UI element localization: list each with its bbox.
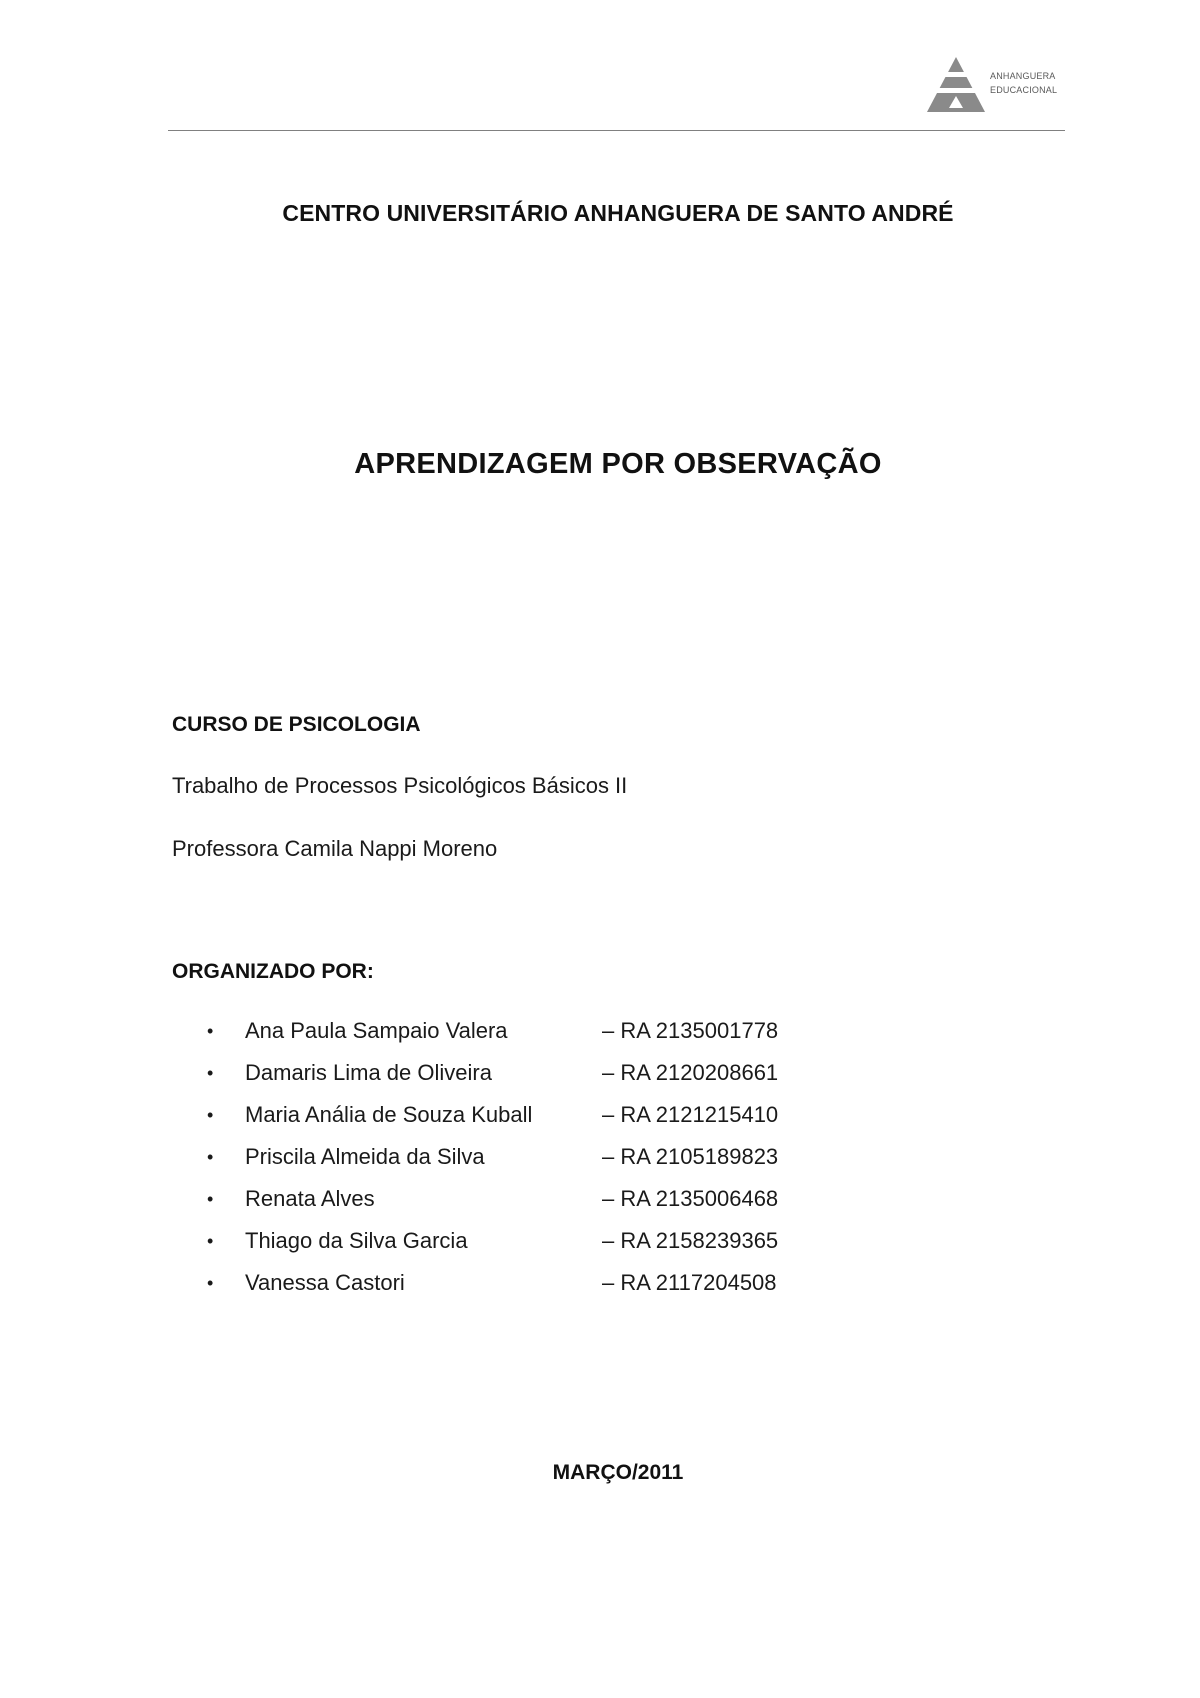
- document-title: APRENDIZAGEM POR OBSERVAÇÃO: [354, 448, 882, 480]
- member-ra: – RA 2158239365: [602, 1228, 779, 1253]
- document-date: MARÇO/2011: [552, 1461, 684, 1484]
- bullet-icon: •: [207, 1231, 214, 1251]
- member-ra: – RA 2135001778: [602, 1018, 779, 1043]
- bullet-icon: •: [207, 1063, 214, 1083]
- members-list: [0, 1018, 1200, 1312]
- bullet-icon: •: [207, 1189, 214, 1209]
- institution-name: CENTRO UNIVERSITÁRIO ANHANGUERA DE SANTO ANDRÉ: [282, 200, 954, 226]
- member-name: Ana Paula Sampaio Valera: [245, 1018, 508, 1043]
- member-name: Maria Anália de Souza Kuball: [245, 1102, 533, 1127]
- bullet-icon: •: [207, 1021, 214, 1041]
- member-item: [0, 1018, 1200, 1060]
- member-name: Damaris Lima de Oliveira: [245, 1060, 492, 1085]
- member-ra: – RA 2135006468: [602, 1186, 779, 1211]
- member-item: [0, 1144, 1200, 1186]
- member-item: [0, 1060, 1200, 1102]
- member-ra: – RA 2121215410: [602, 1102, 779, 1127]
- member-name: Priscila Almeida da Silva: [245, 1144, 485, 1169]
- member-item: [0, 1102, 1200, 1144]
- course-name: CURSO DE PSICOLOGIA: [172, 713, 421, 736]
- member-name: Thiago da Silva Garcia: [245, 1228, 468, 1253]
- anhanguera-logo: [926, 56, 1066, 116]
- bullet-icon: •: [207, 1273, 214, 1293]
- member-name: Vanessa Castori: [245, 1270, 405, 1295]
- organized-by-heading: ORGANIZADO POR:: [172, 960, 374, 983]
- member-ra: – RA 2117204508: [602, 1270, 777, 1295]
- logo-line-2: EDUCACIONAL: [990, 85, 1058, 95]
- member-ra: – RA 2105189823: [602, 1144, 779, 1169]
- logo-wordmark: [990, 69, 1057, 97]
- professor-name: Professora Camila Nappi Moreno: [172, 836, 498, 861]
- member-name: Renata Alves: [245, 1186, 375, 1211]
- member-item: [0, 1186, 1200, 1228]
- member-ra: – RA 2120208661: [602, 1060, 779, 1085]
- work-description: Trabalho de Processos Psicológicos Básicos II: [172, 773, 628, 798]
- triangle-logo-icon: [926, 56, 986, 114]
- header-divider: [168, 130, 1065, 131]
- member-item: [0, 1228, 1200, 1270]
- logo-line-1: ANHANGUERA: [990, 71, 1056, 81]
- member-item: [0, 1270, 1200, 1312]
- bullet-icon: •: [207, 1105, 214, 1125]
- bullet-icon: •: [207, 1147, 214, 1167]
